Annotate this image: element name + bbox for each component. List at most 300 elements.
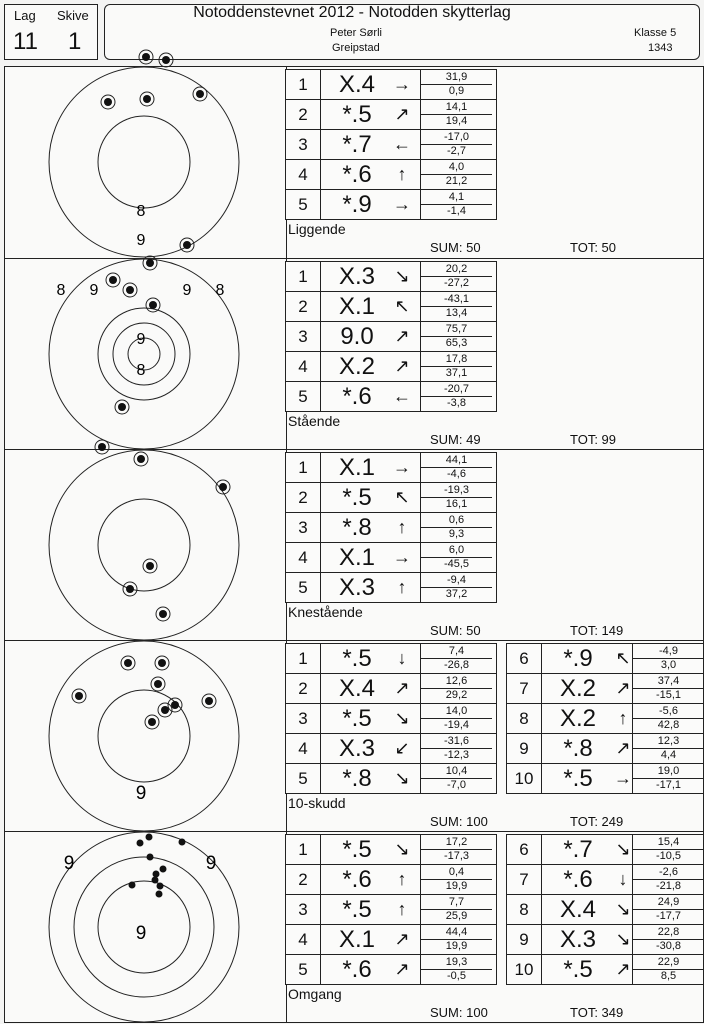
- shot-coordinates: [632, 955, 704, 984]
- shot-number: 1: [286, 644, 321, 673]
- outer-ring: [49, 67, 239, 257]
- shot-value: 9.0: [340, 323, 374, 350]
- class-label: Klasse 5: [634, 27, 677, 39]
- shot-value: X.3: [338, 574, 376, 601]
- shot-value: *.6: [342, 161, 372, 188]
- shot-row: [285, 673, 497, 704]
- ring-number-label: 9: [89, 282, 99, 299]
- shot-x-coordinate: -5,6: [633, 704, 704, 719]
- section-liggende: [5, 67, 703, 258]
- shot-y-coordinate: 0,9: [448, 85, 465, 97]
- shot-y-coordinate: 42,8: [657, 719, 680, 731]
- direction-arrow-icon: ↖: [394, 296, 410, 316]
- shot-coordinates: [420, 190, 492, 219]
- shot-number: 7: [507, 674, 542, 703]
- shot-number: 7: [507, 865, 542, 894]
- shot-value: *.5: [342, 705, 372, 732]
- shot-value: *.6: [342, 866, 372, 893]
- ring-number-label: 9: [182, 282, 192, 299]
- shot-hole: [146, 562, 154, 570]
- shot-hole: [153, 871, 160, 878]
- shot-hole: [146, 259, 154, 267]
- target-area: [5, 450, 287, 641]
- shot-number: 1: [286, 262, 321, 291]
- shot-x-coordinate: 0,6: [421, 513, 492, 528]
- direction-arrow-icon: ↗: [394, 959, 410, 979]
- ring-number-label: 8: [136, 203, 146, 220]
- shot-y-coordinate: -12,3: [443, 749, 470, 761]
- shot-value: *.7: [342, 131, 372, 158]
- shot-hole: [126, 585, 134, 593]
- shooter-name: Peter Sørli: [330, 27, 382, 39]
- direction-arrow-icon: ↑: [397, 577, 407, 597]
- outer-ring: [49, 259, 239, 449]
- shot-value: X.2: [559, 675, 597, 702]
- shot-value: *.6: [342, 383, 372, 410]
- shot-coordinates: [420, 70, 492, 99]
- shot-number: 9: [507, 925, 542, 954]
- shot-hole: [98, 443, 106, 451]
- shot-number: 4: [286, 352, 321, 381]
- shot-number: 4: [286, 543, 321, 572]
- direction-arrow-icon: ←: [393, 134, 411, 154]
- shot-row: [285, 954, 497, 985]
- shot-coordinates: [420, 483, 492, 512]
- shot-row: [285, 703, 497, 734]
- shot-number: 1: [286, 835, 321, 864]
- shot-y-coordinate: 37,2: [445, 588, 468, 600]
- ring-number-label: 9: [136, 331, 146, 348]
- lag-skive-box: [4, 4, 98, 60]
- direction-arrow-icon: ↗: [394, 104, 410, 124]
- shot-number: 3: [286, 704, 321, 733]
- shot-y-coordinate: -17,1: [655, 779, 682, 791]
- shot-hole: [126, 286, 134, 294]
- outer-ring: [49, 450, 239, 640]
- ring-number-label: 8: [136, 362, 146, 379]
- shot-x-coordinate: -19,3: [421, 483, 492, 498]
- direction-arrow-icon: ↖: [394, 487, 410, 507]
- shot-value: *.5: [342, 101, 372, 128]
- shot-number: 4: [286, 160, 321, 189]
- shot-y-coordinate: 19,4: [445, 115, 468, 127]
- target-area: [5, 67, 287, 258]
- skive-label: Skive: [57, 8, 89, 23]
- target-diagram: [5, 450, 286, 641]
- shot-value: *.8: [563, 735, 593, 762]
- section-sum: SUM: 100: [430, 814, 488, 829]
- shot-number: 9: [507, 734, 542, 763]
- shot-coordinates: [632, 895, 704, 924]
- shot-x-coordinate: 0,4: [421, 865, 492, 880]
- shot-coordinates: [420, 865, 492, 894]
- shot-hole: [143, 95, 151, 103]
- shot-row: [285, 864, 497, 895]
- shot-row: [285, 159, 497, 190]
- shot-x-coordinate: -4,9: [633, 644, 704, 659]
- lag-label: Lag: [14, 8, 36, 23]
- shot-y-coordinate: -30,8: [655, 940, 682, 952]
- shot-y-coordinate: -17,3: [443, 850, 470, 862]
- section-total: TOT: 99: [570, 432, 617, 447]
- shot-x-coordinate: 4,0: [421, 160, 492, 175]
- shot-row: [285, 129, 497, 160]
- shot-value: *.5: [563, 956, 593, 983]
- shot-number: 3: [286, 513, 321, 542]
- shot-y-coordinate: -45,5: [443, 558, 470, 570]
- direction-arrow-icon: ↘: [615, 899, 631, 919]
- shot-y-coordinate: -10,5: [655, 850, 682, 862]
- shot-x-coordinate: 12,6: [421, 674, 492, 689]
- shot-y-coordinate: 19,9: [445, 940, 468, 952]
- shot-y-coordinate: -15,1: [655, 689, 682, 701]
- shot-hole: [104, 98, 112, 106]
- shot-y-coordinate: 16,1: [445, 498, 468, 510]
- shot-number: 3: [286, 895, 321, 924]
- shot-coordinates: [420, 734, 492, 763]
- shot-row: [506, 894, 704, 925]
- section-knestaende: [5, 449, 703, 641]
- shot-coordinates: [420, 764, 492, 793]
- shot-x-coordinate: 7,7: [421, 895, 492, 910]
- shot-value: X.1: [338, 926, 376, 953]
- shot-coordinates: [632, 734, 704, 763]
- ring-number-label: 9: [205, 853, 217, 874]
- shot-row: [285, 542, 497, 573]
- ring-number-label: 8: [56, 282, 66, 299]
- shot-coordinates: [632, 644, 704, 673]
- shot-x-coordinate: 44,4: [421, 925, 492, 940]
- shot-value: X.3: [559, 926, 597, 953]
- shot-number: 3: [286, 322, 321, 351]
- shot-x-coordinate: 17,8: [421, 352, 492, 367]
- ring-number-label: 9: [135, 783, 147, 804]
- shot-y-coordinate: -17,7: [655, 910, 682, 922]
- shot-number: 5: [286, 764, 321, 793]
- shot-x-coordinate: 14,1: [421, 100, 492, 115]
- shot-y-coordinate: -0,5: [447, 970, 466, 982]
- shot-row: [285, 512, 497, 543]
- shot-number: 6: [507, 644, 542, 673]
- direction-arrow-icon: ↗: [394, 326, 410, 346]
- shot-value: *.9: [563, 645, 593, 672]
- shot-hole: [171, 701, 179, 709]
- direction-arrow-icon: ↓: [397, 648, 407, 668]
- shot-number: 2: [286, 483, 321, 512]
- lag-value: 11: [13, 28, 38, 55]
- direction-arrow-icon: ↗: [615, 738, 631, 758]
- shot-hole: [137, 455, 145, 463]
- shot-number: 5: [286, 382, 321, 411]
- shot-y-coordinate: 21,2: [445, 175, 468, 187]
- direction-arrow-icon: ↘: [394, 266, 410, 286]
- section-total: TOT: 249: [570, 814, 624, 829]
- shot-value: *.5: [342, 896, 372, 923]
- shot-coordinates: [632, 704, 704, 733]
- shot-y-coordinate: -26,8: [443, 659, 470, 671]
- shot-coordinates: [632, 674, 704, 703]
- shot-row: [285, 381, 497, 412]
- ring-number-label: 8: [215, 282, 225, 299]
- shot-x-coordinate: 6,0: [421, 543, 492, 558]
- shot-hole: [154, 680, 162, 688]
- shot-hole: [124, 659, 132, 667]
- shot-hole: [147, 854, 154, 861]
- direction-arrow-icon: ↑: [397, 517, 407, 537]
- shot-x-coordinate: 7,4: [421, 644, 492, 659]
- shot-hole: [219, 483, 227, 491]
- shot-value: *.9: [342, 191, 372, 218]
- event-title: Notoddenstevnet 2012 - Notodden skytterlag: [193, 4, 511, 21]
- target-area: [5, 203, 287, 450]
- shot-y-coordinate: -7,0: [447, 779, 466, 791]
- shot-coordinates: [420, 262, 492, 291]
- shot-row: [506, 703, 704, 734]
- shot-y-coordinate: 13,4: [445, 307, 468, 319]
- shot-coordinates: [420, 513, 492, 542]
- shot-row: [506, 864, 704, 895]
- shot-hole: [75, 692, 83, 700]
- shot-row: [285, 733, 497, 764]
- shot-x-coordinate: 22,9: [633, 955, 704, 970]
- shot-value: *.7: [563, 836, 593, 863]
- shot-coordinates: [420, 644, 492, 673]
- direction-arrow-icon: ↑: [618, 708, 628, 728]
- shot-value: *.6: [342, 956, 372, 983]
- shot-hole: [146, 834, 153, 841]
- direction-arrow-icon: ↘: [394, 708, 410, 728]
- ring-number-label: 9: [135, 923, 147, 944]
- direction-arrow-icon: ↑: [397, 869, 407, 889]
- shot-x-coordinate: 37,4: [633, 674, 704, 689]
- shot-x-coordinate: 44,1: [421, 453, 492, 468]
- section-name: Knestående: [288, 604, 363, 620]
- shot-row: [285, 834, 497, 865]
- shot-hole: [161, 706, 169, 714]
- shot-x-coordinate: -43,1: [421, 292, 492, 307]
- skive-value: 1: [68, 28, 82, 55]
- shot-number: 2: [286, 865, 321, 894]
- section-sum: SUM: 50: [430, 623, 481, 638]
- shot-y-coordinate: 4,4: [660, 749, 677, 761]
- shot-value: X.4: [338, 675, 376, 702]
- shot-y-coordinate: 9,3: [448, 528, 465, 540]
- shot-hole: [142, 53, 150, 61]
- direction-arrow-icon: ↗: [394, 356, 410, 376]
- shot-value: *.5: [563, 765, 593, 792]
- shot-row: [285, 643, 497, 674]
- score-sheet: [4, 66, 704, 1023]
- shot-number: 2: [286, 674, 321, 703]
- section-name: 10-skudd: [288, 795, 346, 811]
- shot-value: X.1: [338, 544, 376, 571]
- shot-x-coordinate: 14,0: [421, 704, 492, 719]
- shot-row: [506, 924, 704, 955]
- direction-arrow-icon: ↘: [394, 768, 410, 788]
- shot-x-coordinate: 17,2: [421, 835, 492, 850]
- ring-number-label: 9: [136, 232, 146, 249]
- shot-hole: [179, 839, 186, 846]
- direction-arrow-icon: ↓: [618, 869, 628, 889]
- shot-y-coordinate: 37,1: [445, 367, 468, 379]
- target-diagram: [5, 203, 286, 450]
- shot-coordinates: [420, 895, 492, 924]
- shot-coordinates: [420, 130, 492, 159]
- shot-value: X.1: [338, 454, 376, 481]
- direction-arrow-icon: ↙: [394, 738, 410, 758]
- shot-x-coordinate: -31,6: [421, 734, 492, 749]
- shot-coordinates: [632, 835, 704, 864]
- shot-row: [285, 763, 497, 794]
- shot-coordinates: [420, 925, 492, 954]
- section-sum: SUM: 50: [430, 240, 481, 255]
- shot-number: 5: [286, 573, 321, 602]
- shot-row: [285, 321, 497, 352]
- shot-y-coordinate: 25,9: [445, 910, 468, 922]
- shot-number: 1: [286, 70, 321, 99]
- shot-value: X.2: [559, 705, 597, 732]
- shot-coordinates: [420, 543, 492, 572]
- direction-arrow-icon: ↗: [394, 678, 410, 698]
- direction-arrow-icon: ↘: [615, 839, 631, 859]
- direction-arrow-icon: ↖: [615, 648, 631, 668]
- shot-hole: [137, 840, 144, 847]
- shot-hole: [196, 90, 204, 98]
- shot-coordinates: [420, 382, 492, 411]
- shot-row: [285, 482, 497, 513]
- shot-hole: [162, 56, 170, 64]
- shot-x-coordinate: 75,7: [421, 322, 492, 337]
- shot-coordinates: [420, 955, 492, 984]
- shot-row: [285, 572, 497, 603]
- shot-x-coordinate: -2,6: [633, 865, 704, 880]
- shot-row: [285, 69, 497, 100]
- direction-arrow-icon: ↘: [394, 839, 410, 859]
- ring-number-label: 9: [63, 853, 75, 874]
- shot-x-coordinate: 10,4: [421, 764, 492, 779]
- section-name: Omgang: [288, 986, 342, 1002]
- shot-x-coordinate: 20,2: [421, 262, 492, 277]
- direction-arrow-icon: →: [393, 74, 411, 94]
- shot-number: 3: [286, 130, 321, 159]
- shot-y-coordinate: -2,7: [447, 145, 466, 157]
- shot-coordinates: [420, 835, 492, 864]
- shot-row: [285, 924, 497, 955]
- shot-coordinates: [632, 925, 704, 954]
- shot-hole: [157, 883, 164, 890]
- section-sum: SUM: 100: [430, 1005, 488, 1020]
- shot-x-coordinate: -20,7: [421, 382, 492, 397]
- shot-number: 10: [507, 955, 542, 984]
- shot-hole: [183, 241, 191, 249]
- shot-row: [285, 351, 497, 382]
- shot-x-coordinate: 22,8: [633, 925, 704, 940]
- direction-arrow-icon: ↗: [615, 959, 631, 979]
- shot-y-coordinate: -27,2: [443, 277, 470, 289]
- shot-row: [506, 954, 704, 985]
- shot-number: 5: [286, 190, 321, 219]
- shot-number: 2: [286, 100, 321, 129]
- shot-value: *.8: [342, 514, 372, 541]
- shot-x-coordinate: 24,9: [633, 895, 704, 910]
- shot-row: [506, 733, 704, 764]
- shot-hole: [129, 882, 136, 889]
- shot-value: X.3: [338, 735, 376, 762]
- shot-y-coordinate: -4,6: [447, 468, 466, 480]
- shooter-id: 1343: [648, 42, 673, 54]
- shot-y-coordinate: -21,8: [655, 880, 682, 892]
- direction-arrow-icon: →: [393, 547, 411, 567]
- shot-value: X.1: [338, 293, 376, 320]
- shot-x-coordinate: -9,4: [421, 573, 492, 588]
- club-name: Greipstad: [332, 42, 380, 54]
- direction-arrow-icon: →: [393, 194, 411, 214]
- shot-y-coordinate: -3,8: [447, 397, 466, 409]
- shot-number: 4: [286, 734, 321, 763]
- direction-arrow-icon: ↗: [615, 678, 631, 698]
- shot-number: 8: [507, 704, 542, 733]
- target-area: [5, 783, 287, 1023]
- shot-x-coordinate: -17,0: [421, 130, 492, 145]
- middle-ring: [98, 499, 190, 591]
- shot-value: *.5: [342, 836, 372, 863]
- shot-x-coordinate: 12,3: [633, 734, 704, 749]
- shot-x-coordinate: 15,4: [633, 835, 704, 850]
- shot-y-coordinate: -1,4: [447, 205, 466, 217]
- shot-hole: [159, 610, 167, 618]
- shot-y-coordinate: 8,5: [660, 970, 677, 982]
- shot-row: [285, 452, 497, 483]
- shot-coordinates: [420, 100, 492, 129]
- direction-arrow-icon: →: [393, 457, 411, 477]
- middle-ring: [98, 116, 190, 208]
- shot-x-coordinate: 4,1: [421, 190, 492, 205]
- shot-coordinates: [420, 322, 492, 351]
- shot-y-coordinate: 65,3: [445, 337, 468, 349]
- section-sum: SUM: 49: [430, 432, 481, 447]
- shot-value: X.2: [338, 353, 376, 380]
- shot-hole: [160, 866, 167, 873]
- direction-arrow-icon: ↗: [394, 929, 410, 949]
- section-name: Liggende: [288, 221, 346, 237]
- shot-hole: [149, 301, 157, 309]
- shot-hole: [109, 276, 117, 284]
- shot-x-coordinate: 19,0: [633, 764, 704, 779]
- shot-value: X.4: [559, 896, 597, 923]
- shot-hole: [158, 659, 166, 667]
- shot-y-coordinate: 19,9: [445, 880, 468, 892]
- shot-coordinates: [420, 704, 492, 733]
- shot-value: *.5: [342, 484, 372, 511]
- direction-arrow-icon: →: [614, 768, 632, 788]
- shot-value: X.3: [338, 263, 376, 290]
- shot-hole: [156, 891, 163, 898]
- shot-row: [506, 673, 704, 704]
- shot-value: *.8: [342, 765, 372, 792]
- direction-arrow-icon: ↑: [397, 164, 407, 184]
- shot-coordinates: [420, 573, 492, 602]
- shot-row: [506, 763, 704, 794]
- target-diagram: [5, 67, 286, 258]
- shot-y-coordinate: -19,4: [443, 719, 470, 731]
- shot-hole: [205, 697, 213, 705]
- shot-coordinates: [420, 160, 492, 189]
- shot-number: 10: [507, 764, 542, 793]
- shot-row: [285, 894, 497, 925]
- shot-number: 4: [286, 925, 321, 954]
- shot-row: [285, 291, 497, 322]
- shot-y-coordinate: 29,2: [445, 689, 468, 701]
